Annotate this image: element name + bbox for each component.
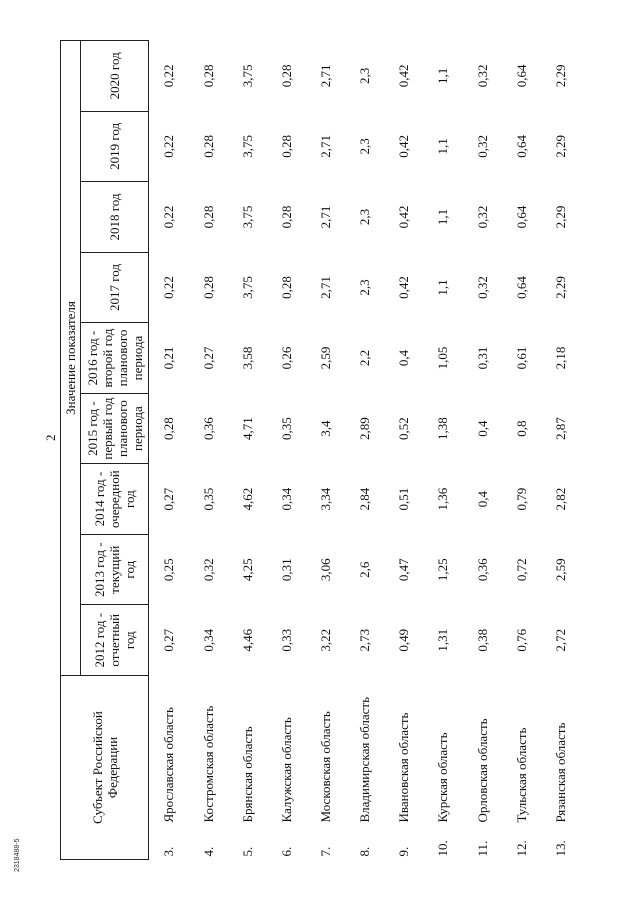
value-cell: 0,42 [396, 276, 412, 299]
value-cell: 2,29 [552, 205, 568, 229]
value-cell: 2,87 [552, 417, 568, 440]
value-cell: 0,28 [161, 417, 177, 440]
value-cell: 0,21 [161, 346, 177, 370]
year-header: 2020 год [81, 41, 149, 112]
value-cell: 1,1 [435, 67, 451, 84]
value-cell: 2,71 [318, 64, 334, 88]
value-cell: 2,59 [552, 558, 568, 582]
value-cell: 0,28 [200, 276, 216, 299]
value-cell: 0,28 [200, 135, 216, 158]
value-cell: 0,47 [396, 558, 412, 582]
value-cell: 0,32 [474, 135, 490, 158]
table-row [502, 41, 541, 860]
region-name: Владимирская область [357, 697, 373, 823]
year-header: 2018 год [81, 182, 149, 253]
value-cell: 2,72 [552, 628, 568, 652]
table-row [384, 41, 423, 860]
region-name: Тульская область [513, 727, 529, 823]
value-cell: 0,22 [161, 64, 177, 88]
value-cell: 0,27 [161, 487, 177, 511]
value-cell: 0,64 [513, 135, 529, 158]
value-cell: 0,35 [279, 417, 295, 440]
value-cell: 2,18 [552, 346, 568, 370]
value-cell: 3,06 [318, 558, 334, 582]
region-name: Костромская область [200, 705, 216, 823]
value-cell: 2,71 [318, 135, 334, 158]
value-cell: 0,34 [200, 628, 216, 652]
value-cell: 1,1 [435, 208, 451, 226]
value-cell: 1,1 [435, 138, 451, 155]
region-name: Ярославская область [161, 707, 177, 823]
value-cell: 0,27 [161, 628, 177, 652]
value-cell: 0,32 [200, 558, 216, 582]
value-cell: 2,84 [357, 487, 373, 511]
value-cell: 2,3 [357, 67, 373, 84]
value-cell: 3,75 [239, 64, 255, 88]
value-cell: 0,33 [279, 628, 295, 652]
year-header: 2015 год - первый год планового периода [81, 393, 149, 464]
value-cell: 0,28 [279, 276, 295, 299]
region-name: Брянская область [239, 726, 255, 823]
row-number: 12. [513, 840, 529, 857]
table-body [149, 41, 581, 860]
value-cell: 0,64 [513, 64, 529, 88]
value-cell: 2,59 [318, 346, 334, 370]
value-cell: 0,4 [474, 420, 490, 437]
value-cell: 1,1 [435, 279, 451, 296]
value-cell: 2,3 [357, 279, 373, 296]
value-cell: 2,71 [318, 276, 334, 299]
value-cell: 0,28 [279, 205, 295, 229]
year-header: 2016 год - второй год планового периода [81, 323, 149, 394]
table-row [228, 41, 267, 860]
table-row [463, 41, 502, 860]
table-row [306, 41, 345, 860]
values-group-header: Значение показателя [61, 41, 81, 676]
value-cell: 2,29 [552, 276, 568, 299]
subject-header: Субъект Российской Федерации [61, 676, 149, 860]
row-number: 10. [435, 840, 451, 857]
value-cell: 0,64 [513, 205, 529, 229]
value-cell: 0,27 [200, 346, 216, 370]
year-header: 2017 год [81, 252, 149, 323]
rotated-table-container [60, 40, 580, 860]
row-number: 7. [318, 846, 334, 857]
value-cell: 0,8 [513, 420, 529, 437]
value-cell: 0,4 [474, 491, 490, 508]
value-cell: 0,42 [396, 205, 412, 229]
row-number: 3. [161, 846, 177, 857]
value-cell: 2,2 [357, 349, 373, 367]
table-row [541, 41, 580, 860]
value-cell: 3,75 [239, 276, 255, 299]
value-cell: 2,3 [357, 138, 373, 155]
value-cell: 0,35 [200, 487, 216, 511]
row-number: 9. [396, 846, 412, 857]
value-cell: 0,61 [513, 346, 529, 370]
row-number: 11. [474, 840, 490, 857]
value-cell: 2,6 [357, 561, 373, 578]
value-cell: 2,89 [357, 417, 373, 440]
value-cell: 0,36 [474, 558, 490, 582]
value-cell: 3,75 [239, 135, 255, 158]
value-cell: 4,46 [239, 628, 255, 652]
table-row [423, 41, 462, 860]
table-header [61, 41, 149, 860]
document-id: 2318488-5 [14, 838, 21, 872]
value-cell: 4,62 [239, 487, 255, 511]
region-name: Курская область [435, 732, 451, 823]
year-header: 2013 год - текущий год [81, 534, 149, 605]
table-row [189, 41, 228, 860]
table-row [267, 41, 306, 860]
value-cell: 0,31 [474, 346, 490, 370]
value-cell: 2,73 [357, 628, 373, 652]
value-cell: 0,64 [513, 276, 529, 299]
value-cell: 4,71 [239, 417, 255, 440]
value-cell: 0,28 [200, 205, 216, 229]
value-cell: 0,72 [513, 558, 529, 582]
value-cell: 0,32 [474, 64, 490, 88]
page-number: 2 [43, 434, 58, 441]
value-cell: 2,71 [318, 205, 334, 229]
value-cell: 0,79 [513, 487, 529, 511]
value-cell: 0,22 [161, 135, 177, 158]
value-cell: 0,28 [200, 64, 216, 88]
value-cell: 1,38 [435, 417, 451, 440]
row-number: 6. [279, 846, 295, 857]
year-header: 2012 год - отчетный год [81, 605, 149, 676]
year-header: 2019 год [81, 111, 149, 182]
region-name: Калужская область [279, 717, 295, 823]
value-cell: 0,25 [161, 558, 177, 582]
value-cell: 2,29 [552, 64, 568, 88]
indicator-table [60, 40, 580, 860]
row-number: 4. [200, 846, 216, 857]
value-cell: 2,29 [552, 135, 568, 158]
value-cell: 3,75 [239, 205, 255, 229]
value-cell: 1,25 [435, 558, 451, 582]
value-cell: 0,38 [474, 628, 490, 652]
table-row [345, 41, 384, 860]
value-cell: 3,22 [318, 628, 334, 652]
value-cell: 1,36 [435, 487, 451, 511]
value-cell: 0,51 [396, 487, 412, 511]
value-cell: 0,36 [200, 417, 216, 440]
value-cell: 0,22 [161, 205, 177, 229]
region-name: Ивановская область [396, 712, 412, 823]
value-cell: 3,34 [318, 487, 334, 511]
value-cell: 0,42 [396, 135, 412, 158]
value-cell: 2,3 [357, 208, 373, 226]
value-cell: 3,58 [239, 346, 255, 370]
value-cell: 0,31 [279, 558, 295, 582]
row-number: 5. [239, 846, 255, 857]
table-row [149, 41, 189, 860]
value-cell: 0,26 [279, 346, 295, 370]
value-cell: 0,42 [396, 64, 412, 88]
row-number: 8. [357, 846, 373, 857]
value-cell: 0,28 [279, 64, 295, 88]
region-name: Орловская область [474, 718, 490, 823]
value-cell: 0,4 [396, 349, 412, 367]
value-cell: 2,82 [552, 487, 568, 511]
value-cell: 0,52 [396, 417, 412, 440]
value-cell: 1,31 [435, 628, 451, 652]
row-number: 13. [552, 840, 568, 857]
value-cell: 0,32 [474, 276, 490, 299]
value-cell: 4,25 [239, 558, 255, 582]
value-cell: 1,05 [435, 346, 451, 370]
value-cell: 0,76 [513, 628, 529, 652]
value-cell: 0,49 [396, 628, 412, 652]
value-cell: 3,4 [318, 420, 334, 437]
region-name: Московская область [318, 711, 334, 823]
year-header: 2014 год - очередной год [81, 464, 149, 535]
value-cell: 0,32 [474, 205, 490, 229]
value-cell: 0,28 [279, 135, 295, 158]
value-cell: 0,22 [161, 276, 177, 299]
region-name: Рязанская область [552, 722, 568, 823]
value-cell: 0,34 [279, 487, 295, 511]
